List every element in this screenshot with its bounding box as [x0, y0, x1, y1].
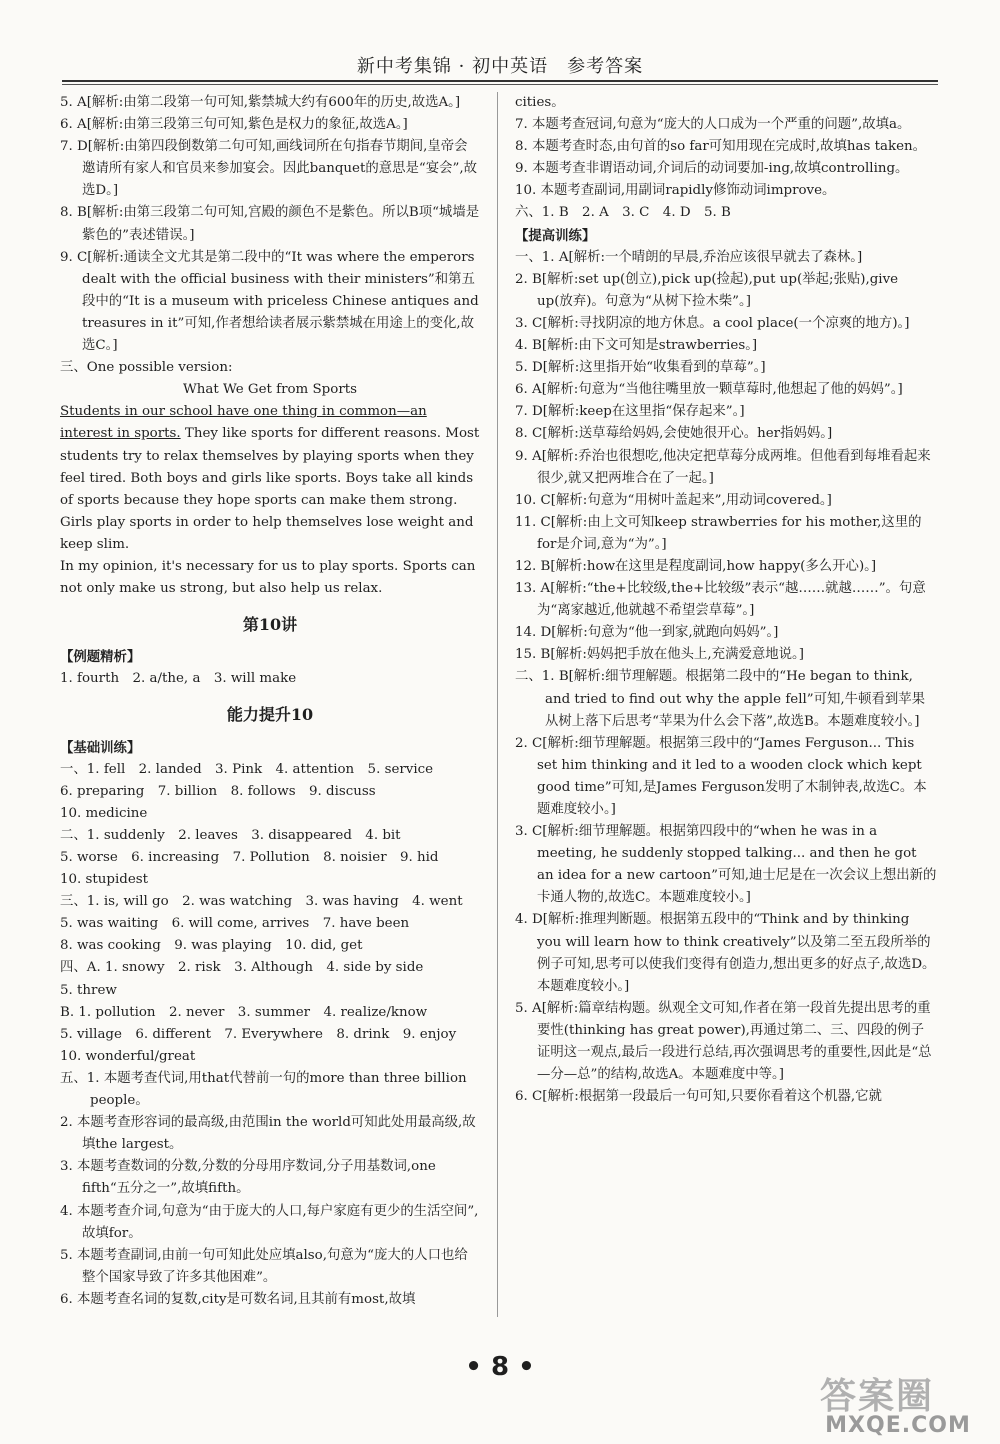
improve-item: 11. C[解析:由上文可知keep strawberries for his mother,这里的for是介词,意为“为”。] [515, 514, 922, 552]
essay-paragraph-2: In my opinion, it's necessary for us to play sports. Sports can not only make us strong, but also help us relax. [60, 558, 476, 597]
left-column [60, 92, 480, 1311]
improve-item: 6. A[解析:句意为“当他往嘴里放一颗草莓时,他想起了他的妈妈”。] [515, 382, 903, 398]
improve-item: 9. A[解析:乔治也很想吃,他决定把草莓分成两堆。但他看到每堆看起来很少,就又把两堆合在了一起。] [515, 448, 931, 486]
header-rule-thin [62, 84, 938, 85]
page-header: 新中考集锦 · 初中英语 参考答案 [356, 56, 644, 77]
example-answers: 1. fourth 2. a/the, a 3. will make [60, 671, 297, 687]
basic-line: 5. was waiting 6. will come, arrives 7. have been [60, 916, 410, 932]
page-number: • 8 • [465, 1352, 535, 1382]
grammar-item: 五、1. 本题考查代词,用that代替前一句的more than three billion people。 [60, 1070, 467, 1109]
essay-intro: 三、One possible version: [60, 360, 233, 376]
watermark-text: MXQE.COM [825, 1413, 971, 1438]
improve-item: 8. C[解析:送草莓给妈妈,会使她很开心。her指妈妈。] [515, 426, 833, 442]
essay-p1-rest: They like sports for different reasons. Most students try to relax themselves by playing sports when they feel tired. Both boys and girls like sports. Boys take all kinds of sports because they hope sports can make them strong. Girls play sports in order to help themselves lose weight and keep slim. [60, 426, 480, 552]
improve-item: 4. B[解析:由下文可知是strawberries。] [515, 338, 758, 354]
grammar-item: 2. 本题考查形容词的最高级,由范围in the world可知此处用最高级,故填the largest。 [60, 1115, 476, 1153]
basic-heading: 【基础训练】 [60, 739, 141, 756]
essay-title: What We Get from Sports [183, 382, 357, 398]
improve-item: 2. B[解析:set up(创立),pick up(捡起),put up(举起;张贴),give up(放弃)。句意为“从树下捡木柴”。] [515, 271, 899, 309]
column-divider [497, 92, 498, 1317]
basic-line: 10. wonderful/great [60, 1048, 196, 1064]
improve-item: 12. B[解析:how在这里是程度副词,how happy(多么开心)。] [515, 558, 877, 574]
grammar-item: 4. 本题考查介词,句意为“由于庞大的人口,每户家庭有更少的生活空间”,故填for。 [60, 1203, 479, 1241]
reading-item: 6. C[解析:根据第一段最后一句可知,只要你看着这个机器,它就 [515, 1089, 882, 1105]
reading-item: 3. C[解析:细节理解题。根据第四段中的“when he was in a meeting, he suddenly stopped talking... and then he got an idea for a new cartoon”可知,迪士尼是在一次会议上想出新的卡通人物的,故选C。本题难度较小。] [515, 824, 937, 906]
improve-item: 14. D[解析:句意为“他一到家,就跑向妈妈”。] [515, 625, 779, 641]
answer-item: 8. 本题考查时态,由句首的so far可知用现在完成时,故填has taken。 [515, 139, 927, 155]
basic-line: 8. was cooking 9. was playing 10. did, get [60, 938, 363, 954]
answer-item: 8. B[解析:由第三段第二句可知,宫殿的颜色不是紫色。所以B项“城墙是紫色的”表述错误。] [60, 205, 480, 243]
basic-line: 二、1. suddenly 2. leaves 3. disappeared 4. bit [60, 827, 401, 843]
ability-title: 能力提升10 [226, 705, 314, 725]
answer-item: 7. D[解析:由第四段倒数第二句可知,画线词所在句指春节期间,皇帝会邀请所有家人和官员来参加宴会。因此banquet的意思是“宴会”,故选D。] [60, 139, 478, 199]
improve-item: 5. D[解析:这里指开始“收集看到的草莓”。] [515, 360, 766, 376]
essay-paragraph-1 [60, 401, 480, 556]
basic-line: 5. threw [60, 982, 117, 998]
section-six: 六、1. B 2. A 3. C 4. D 5. B [515, 205, 731, 221]
basic-line: 5. village 6. different 7. Everywhere 8. drink 9. enjoy [60, 1026, 457, 1042]
basic-line: 5. worse 6. increasing 7. Pollution 8. noisier 9. hid [60, 850, 439, 865]
improve-heading: 【提高训练】 [515, 227, 596, 244]
improve-item: 一、1. A[解析:一个晴朗的早晨,乔治应该很早就去了森林。] [515, 249, 863, 265]
reading-item: 4. D[解析:推理判断题。根据第五段中的“Think and by thinking you will learn how to think creatively”以及第二至五段所举的例子可知,思考可以使我们变得有创造力,想出更多的好点子,故选D。本题难度较小。] [515, 912, 936, 994]
example-heading: 【例题精析】 [60, 649, 141, 666]
basic-line: 10. medicine [60, 805, 148, 821]
reading-item: 2. C[解析:细节理解题。根据第三段中的“James Ferguson... This set him thinking and it led to a wooden clock which kept good time”可知,是James Ferguson发明了木制钟表,故选C。本题难度较小。] [515, 735, 927, 817]
basic-line: B. 1. pollution 2. never 3. summer 4. realize/know [60, 1004, 428, 1020]
improve-item: 13. A[解析:“the+比较级,the+比较级”表示“越……就越……”。句意为“离家越近,他就越不希望尝草莓”。] [515, 581, 926, 619]
answer-item: cities。 [515, 95, 565, 110]
grammar-item: 6. 本题考查名词的复数,city是可数名词,且其前有most,故填 [60, 1291, 416, 1307]
improve-item: 10. C[解析:句意为“用树叶盖起来”,用动词covered。] [515, 492, 832, 508]
essay-underlined-sentence: Students in our school have one thing in common—an interest in sports. [60, 404, 427, 442]
grammar-item: 5. 本题考查副词,由前一句可知此处应填also,句意为“庞大的人口也给整个国家导致了许多其他困难”。 [60, 1247, 468, 1285]
answer-item: 7. 本题考查冠词,句意为“庞大的人口成为一个严重的问题”,故填a。 [515, 117, 911, 133]
improve-item: 15. B[解析:妈妈把手放在他头上,充满爱意地说。] [515, 647, 804, 663]
site-watermark [804, 1368, 992, 1438]
basic-line: 10. stupidest [60, 872, 149, 888]
reading-item: 二、1. B[解析:细节理解题。根据第二段中的“He began to think, and tried to find out why the apple fell”可知,牛顿看到苹果从树上落下后思考“苹果为什么会下落”,故选B。本题难度较小。] [515, 669, 926, 729]
grammar-item: 3. 本题考查数词的分数,分数的分母用序数词,分子用基数词,one fifth“五分之一”,故填fifth。 [60, 1159, 436, 1197]
basic-line: 一、1. fell 2. landed 3. Pink 4. attention 5. service [60, 761, 434, 777]
answer-item: 5. A[解析:由第二段第一句可知,紫禁城大约有600年的历史,故选A。] [60, 95, 461, 110]
header-rule [62, 80, 938, 82]
lecture-title: 第10讲 [242, 615, 298, 635]
right-column [515, 92, 937, 1108]
basic-line: 四、A. 1. snowy 2. risk 3. Although 4. side by side [60, 960, 424, 976]
watermark-logo: 答案圈 [820, 1376, 935, 1417]
basic-line: 6. preparing 7. billion 8. follows 9. discuss [60, 783, 376, 799]
answer-item: 9. C[解析:通读全文尤其是第二段中的“It was where the emperors dealt with the official business with their ministers”和第五段中的“It is a museum with priceless Chinese antiques and treasures in it”可知,作者想给读者展示紫禁城在用途上的变化,故选C。] [60, 249, 479, 354]
answer-item: 9. 本题考查非谓语动词,介词后的动词要加-ing,故填controlling。 [515, 161, 909, 177]
improve-item: 7. D[解析:keep在这里指“保存起来”。] [515, 404, 745, 420]
answer-item: 6. A[解析:由第三段第三句可知,紫色是权力的象征,故选A。] [60, 117, 408, 133]
reading-item: 5. A[解析:篇章结构题。纵观全文可知,作者在第一段首先提出思考的重要性(thinking has great power),再通过第二、三、四段的例子证明这一观点,最后一段进行总结,再次强调思考的重要性,因此是“总—分—总”的结构,故选A。本题难度中等。] [515, 1000, 932, 1083]
answer-item: 10. 本题考查副词,用副词rapidly修饰动词improve。 [515, 183, 836, 199]
basic-line: 三、1. is, will go 2. was watching 3. was having 4. went [60, 894, 463, 910]
improve-item: 3. C[解析:寻找阴凉的地方休息。a cool place(一个凉爽的地方)。] [515, 315, 910, 331]
sample-essay [60, 379, 480, 600]
